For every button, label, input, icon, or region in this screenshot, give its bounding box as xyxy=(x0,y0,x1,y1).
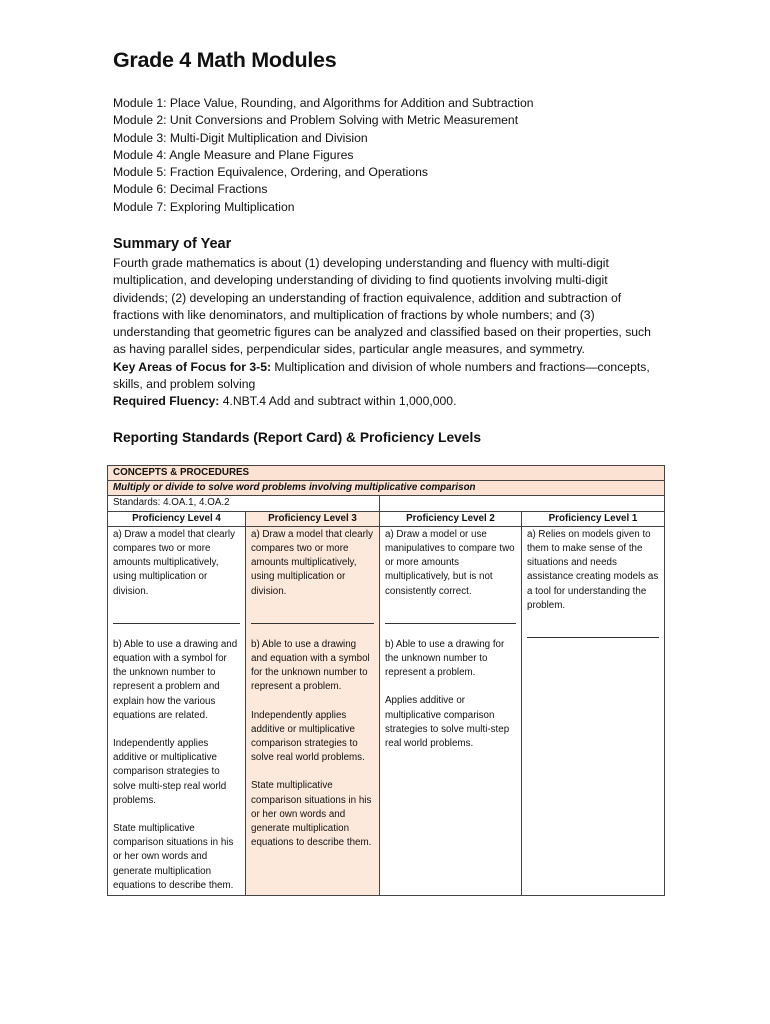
l1-item-a: a) Relies on models given to them to make sense of the situations and needs assistance creating models as a tool for understanding the problem. xyxy=(527,528,659,611)
l3-item-c: Independently applies additive or multiplicative comparison strategies to solve real world problems. xyxy=(251,709,365,764)
level-2-header: Proficiency Level 2 xyxy=(380,511,522,526)
fluency-label: Required Fluency: xyxy=(113,394,220,409)
standards-cell: Standards: 4.OA.1, 4.OA.2 xyxy=(108,496,380,511)
level-4-cell xyxy=(108,526,246,895)
level-2-cell xyxy=(380,526,522,895)
module-item: Module 4: Angle Measure and Plane Figures xyxy=(113,147,354,162)
report-heading: Reporting Standards (Report Card) & Proficiency Levels xyxy=(113,430,481,445)
divider-line xyxy=(385,613,516,624)
module-item: Module 6: Decimal Fractions xyxy=(113,182,268,197)
l3-item-a: a) Draw a model that clearly compares two or more amounts multiplicatively, using multiplication or division. xyxy=(251,528,373,597)
l4-item-d: State multiplicative comparison situations in his or her own words and generate multiplication equations to describe them. xyxy=(113,823,234,891)
level-1-header: Proficiency Level 1 xyxy=(522,511,665,526)
focus-text: Multiplication and division of whole numbers and fractions—concepts, skills, and problem solving xyxy=(113,359,650,392)
focus-label: Key Areas of Focus for 3-5: xyxy=(113,359,272,374)
module-list xyxy=(113,95,534,216)
l3-item-b: b) Able to use a drawing and equation with a symbol for the unknown number to represent a problem. xyxy=(251,638,370,693)
fluency-text: 4.NBT.4 Add and subtract within 1,000,000. xyxy=(219,394,457,409)
level-4-header: Proficiency Level 4 xyxy=(108,511,246,526)
subcategory-cell: Multiply or divide to solve word problems involving multiplicative comparison xyxy=(108,481,665,496)
divider-line xyxy=(251,613,374,624)
l3-item-d: State multiplicative comparison situations in his or her own words and generate multiplication equations to describe them. xyxy=(251,780,372,849)
l4-item-c: Independently applies additive or multiplicative comparison strategies to solve multi-step real world problems. xyxy=(113,738,227,806)
divider-line xyxy=(113,613,240,624)
level-1-cell xyxy=(522,526,665,895)
l2-item-a: a) Draw a model or use manipulatives to compare two or more amounts multiplicatively, but is not consistently correct. xyxy=(385,528,515,597)
category-cell: CONCEPTS & PROCEDURES xyxy=(108,466,665,481)
divider-line xyxy=(527,627,659,638)
summary-body: Fourth grade mathematics is about (1) developing understanding and fluency with multi-digit multiplication, and developing understanding of dividing to find quotients involving multi-digit dividends; (2) developing an understanding of fraction equivalence, addition and subtraction of fractions with like denominators, and multiplication of fractions by whole numbers; and (3) understanding that geometric figures can be analyzed and classified based on their properties, such as having parallel sides, perpendicular sides, particular angle measures, and symmetry. xyxy=(113,256,651,357)
proficiency-table xyxy=(107,465,665,896)
l2-item-c: Applies additive or multiplicative comparison strategies to solve multi-step real world problems. xyxy=(385,695,510,750)
l4-item-b: b) Able to use a drawing and equation with a symbol for the unknown number to represent a problem and explain how the various equations are related. xyxy=(113,638,238,721)
fluency-line xyxy=(113,393,658,410)
module-item: Module 7: Exploring Multiplication xyxy=(113,199,295,214)
module-item: Module 1: Place Value, Rounding, and Algorithms for Addition and Subtraction xyxy=(113,96,534,110)
level-3-cell xyxy=(246,526,380,895)
page-title: Grade 4 Math Modules xyxy=(113,48,337,72)
summary-section xyxy=(113,255,658,411)
module-item: Module 3: Multi-Digit Multiplication and Division xyxy=(113,130,368,145)
focus-line xyxy=(113,359,658,394)
l4-item-a: a) Draw a model that clearly compares two or more amounts multiplicatively, using multiplication or division. xyxy=(113,528,235,597)
level-3-header: Proficiency Level 3 xyxy=(246,511,380,526)
empty-cell xyxy=(380,496,665,511)
module-item: Module 5: Fraction Equivalence, Ordering, and Operations xyxy=(113,165,429,180)
summary-heading: Summary of Year xyxy=(113,236,232,252)
l2-item-b: b) Able to use a drawing for the unknown number to represent a problem. xyxy=(385,638,505,679)
module-item: Module 2: Unit Conversions and Problem Solving with Metric Measurement xyxy=(113,113,519,128)
